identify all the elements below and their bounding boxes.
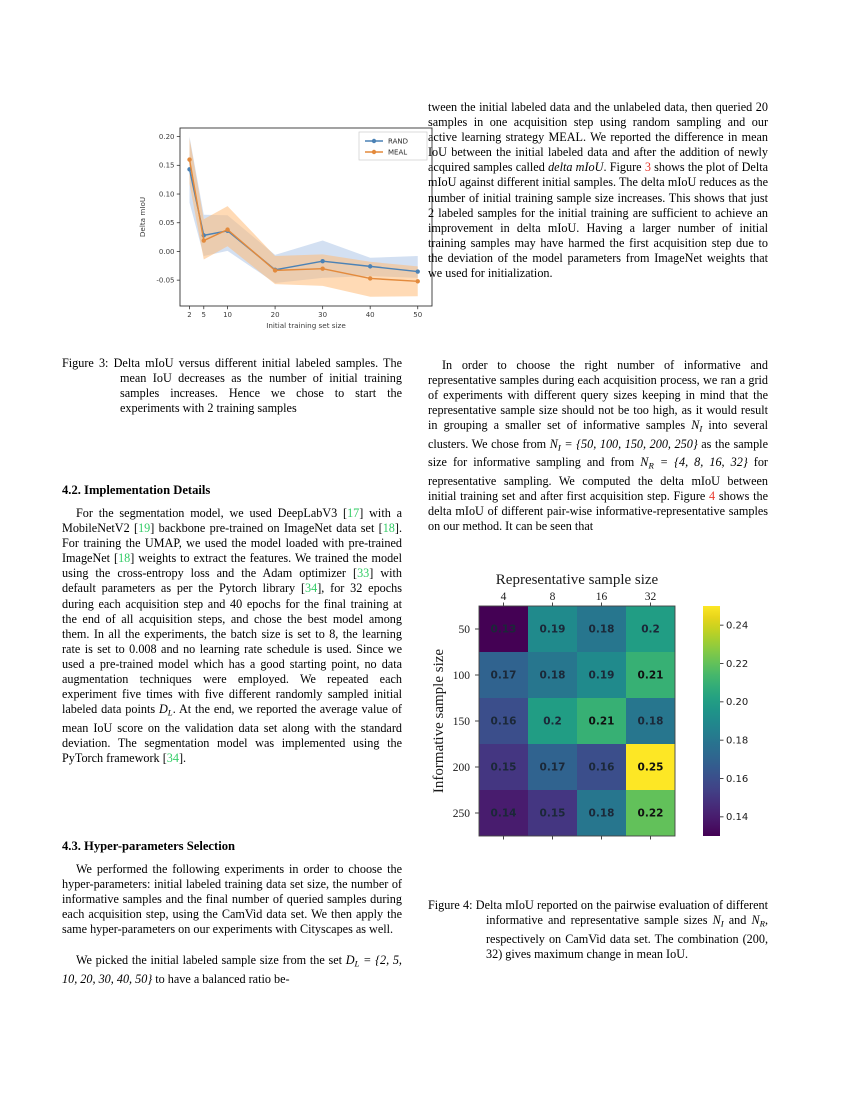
citation-18[interactable]: 18 — [382, 521, 395, 536]
citation-17[interactable]: 17 — [347, 506, 360, 520]
section-4-2 — [62, 482, 402, 498]
var-ni-2-subscript: I — [557, 442, 561, 453]
svg-text:0.2: 0.2 — [641, 623, 660, 636]
svg-text:MEAL: MEAL — [388, 148, 408, 157]
svg-text:0.20: 0.20 — [726, 697, 749, 709]
delta-miou-italic: delta mIoU — [548, 160, 604, 175]
figure-3-caption-text: Delta mIoU versus different initial labeled samples. The mean IoU decreases as the number of initial training samples increases. Hence we chose to start the experiments with 2 training samples — [113, 356, 402, 416]
section-heading-hyperparameters: 4.3. Hyper-parameters Selection — [62, 839, 235, 853]
hyper-text-b: We picked the initial labeled sample size from the set — [76, 953, 346, 967]
svg-text:100: 100 — [452, 670, 470, 682]
citation-19[interactable]: 19 — [138, 521, 151, 536]
svg-text:0.15: 0.15 — [490, 761, 517, 774]
section-heading-implementation: 4.2. Implementation Details — [62, 483, 211, 497]
caption-var-nr-subscript: R — [759, 918, 765, 929]
var-dl-2: D — [345, 953, 355, 967]
impl-text-b: with a MobileNetV2 — [62, 506, 403, 536]
caption-var-ni-subscript: I — [720, 918, 724, 929]
svg-text:0.22: 0.22 — [726, 658, 749, 670]
figure-3-line-chart — [132, 118, 442, 350]
svg-text:10: 10 — [223, 311, 233, 319]
impl-text-f: with default parameters as per the Pytorch library — [62, 566, 402, 596]
svg-text:32: 32 — [644, 591, 657, 603]
svg-text:0.13: 0.13 — [490, 623, 517, 636]
svg-text:0.15: 0.15 — [539, 807, 566, 820]
svg-text:250: 250 — [452, 808, 470, 820]
svg-text:2: 2 — [187, 311, 192, 319]
var-dl-2-subscript: L — [354, 958, 360, 969]
var-ni-subscript: I — [699, 423, 703, 434]
svg-text:0.18: 0.18 — [637, 715, 664, 728]
right-text-c: shows the plot of Delta mIoU against different initial samples. The delta mIoU reduces as the number of initial training sample size increases. This shows that just 2 labeled samples for the initial training are sufficient to achieve an improvement in delta mIoU. Having a larger number of initial training samples may have harmed the first acquisition step due to the deviation of the model parameters from ImageNet weights that we used for initialization. — [428, 160, 769, 281]
svg-text:Initial training set size: Initial training set size — [266, 321, 346, 330]
grid-text-d: for representative sampling. We computed the delta mIoU between initial training set and after first acquisition step. Figure — [428, 455, 768, 504]
hyper-equation: = {2, 5, 10, 20, 30, 40, 50} — [62, 953, 402, 986]
grid-text-e: shows the delta mIoU of different pair-wise informative-representative samples on our method. It can be seen that — [428, 489, 768, 534]
svg-text:0.18: 0.18 — [726, 735, 749, 747]
grid-text-c: as the sample size for informative sampling and from — [428, 436, 768, 470]
svg-text:0.05: 0.05 — [158, 219, 175, 228]
citation-34[interactable]: 34 — [305, 581, 318, 596]
svg-text:0.18: 0.18 — [588, 807, 615, 820]
svg-text:0.19: 0.19 — [539, 623, 566, 636]
svg-text:Delta mIoU: Delta mIoU — [138, 196, 147, 238]
impl-text-g: , for 32 epochs during each acquisition step and 40 epochs for the final training at the end of all acquisition steps, and chose the best model among them. In all the experiments, the batch size is set to 8, the learning rate is set to 0.008 and no learning rate schedule is used. Since we used a pre-trained model which has a good starting point, no data augmentation techniques were employed. We repeated each experiment five times with five different randomly sampled initial labeled data points — [62, 581, 402, 717]
figure-ref-4[interactable]: 4 — [709, 489, 716, 504]
figure-4-caption — [428, 898, 768, 962]
svg-text:30: 30 — [318, 311, 328, 319]
hyper-text-c: to have a balanced ratio be- — [152, 971, 290, 986]
figure-4-caption-text-2: and — [723, 913, 752, 928]
svg-text:Representative sample size: Representative sample size — [495, 572, 659, 588]
caption-var-ni: N — [712, 913, 721, 928]
svg-text:150: 150 — [452, 716, 470, 728]
svg-text:50: 50 — [458, 624, 470, 636]
figure-4-caption-text-1: Delta mIoU reported on the pairwise evaluation of different informative and representative sample sizes — [475, 898, 768, 928]
impl-text-a: For the segmentation model, we used DeepLabV3 — [76, 506, 344, 520]
figure-3-caption — [62, 356, 402, 416]
svg-text:0.24: 0.24 — [726, 620, 749, 632]
figure-4-caption-label: Figure 4: — [428, 898, 473, 912]
svg-text:0.16: 0.16 — [490, 715, 517, 728]
right-text-a: tween the initial labeled data and the unlabeled data, then queried 20 samples in one acquisition step using random sampling and our active learning strategy MEAL. We reported the difference in mean IoU between the initial labeled data and after the addition of newly acquired samples called — [428, 100, 768, 175]
svg-text:Informative sample size: Informative sample size — [431, 648, 447, 794]
svg-text:0.2: 0.2 — [543, 715, 562, 728]
section-4-3 — [62, 838, 402, 854]
var-dl-subscript: L — [167, 707, 173, 718]
svg-text:0.19: 0.19 — [588, 669, 615, 682]
svg-text:0.21: 0.21 — [588, 715, 615, 728]
caption-var-nr: N — [751, 913, 760, 928]
delta-miou-paragraph — [428, 100, 768, 281]
svg-text:20: 20 — [270, 311, 280, 319]
svg-text:0.14: 0.14 — [726, 812, 749, 824]
svg-text:0.00: 0.00 — [158, 247, 175, 256]
svg-text:0.17: 0.17 — [539, 761, 566, 774]
implementation-paragraph: For the segmentation model, we used DeepLabV3 [17] with a MobileNetV2 [19] backbone pre-trained on ImageNet data set [18]. For training the UMAP, we used the model loaded with pre-trained ImageNet [18] weights to extract the features. We trained the model using the cross-entropy loss and the Adam optimizer [33] with default parameters as per the Pytorch library [34], for 32 epochs during each acquisition step and 40 epochs for the final training at the end of all acquisition steps, and chose the best model among them. In all the experiments, the batch size is set to 8, the learning rate is set to 0.008 and no learning rate schedule is used. Since we used a pre-trained model which has a good starting point, no data augmentation techniques were employed. We repeated each experiment five times with five different randomly sampled initial labeled data points $D_L$. At the end, we reported the average value of mean IoU score on the validation data set along with the standard deviation. The segmentation model was implemented using the PyTorch framework [34]. — [62, 506, 403, 765]
impl-text-h: . At the end, we reported the average value of mean IoU score on the validation data set along with the standard deviation. The segmentation model was implemented using the PyTorch framework — [62, 702, 402, 765]
hyperparameters-paragraph-1 — [62, 862, 402, 937]
svg-text:5: 5 — [201, 311, 207, 319]
svg-text:200: 200 — [452, 762, 470, 774]
right-text-b: . Figure — [603, 160, 645, 175]
grid-text-a: In order to choose the right number of informative and representative samples during each acquisition process, we ran a grid of experiments with different query sizes keeping in mind that the representative sample size should not be too high, as it would result in grouping a smaller set of informative samples — [428, 358, 768, 433]
delta-miou-line-plot — [132, 118, 442, 350]
svg-text:4: 4 — [500, 591, 507, 603]
delta-miou-heatmap-plot — [425, 568, 775, 898]
svg-text:0.17: 0.17 — [490, 669, 517, 682]
hyperparameters-paragraph-2 — [62, 953, 402, 987]
citation-34b[interactable]: 34 — [166, 750, 179, 765]
grid-equation-ni: = {50, 100, 150, 200, 250} — [560, 436, 698, 451]
svg-text:0.18: 0.18 — [588, 623, 615, 636]
svg-text:0.16: 0.16 — [726, 773, 749, 785]
svg-text:8: 8 — [549, 591, 556, 603]
grid-equation-nr: = {4, 8, 16, 32} — [653, 455, 748, 470]
hyper-text-a: We performed the following experiments in order to choose the hyper-parameters: initial labeled training data set size, the number of informative samples and the final number of queried samples during each acquisition step, using the CamVid data set. We then apply the same hyper-parameters on our experiments with Cityscapes as well. — [62, 862, 402, 937]
citation-18b[interactable]: 18 — [118, 551, 131, 566]
figure-4-caption-text-3: , respectively on CamVid data set. The combination (200, 32) gives maximum change in mean IoU. — [486, 913, 768, 961]
impl-text-c: backbone pre-trained on ImageNet data set — [154, 521, 379, 536]
impl-text-i: . — [183, 750, 187, 765]
svg-text:0.22: 0.22 — [637, 807, 664, 820]
figure-ref-3[interactable]: 3 — [644, 160, 651, 175]
var-ni-2: N — [549, 436, 558, 451]
var-nr: N — [640, 455, 649, 470]
svg-text:0.15: 0.15 — [158, 161, 175, 170]
svg-text:0.14: 0.14 — [490, 807, 517, 820]
svg-text:0.20: 0.20 — [158, 133, 175, 142]
svg-text:0.25: 0.25 — [637, 761, 664, 774]
svg-text:40: 40 — [365, 311, 375, 319]
svg-text:0.10: 0.10 — [158, 190, 175, 199]
svg-text:0.18: 0.18 — [539, 669, 566, 682]
svg-text:-0.05: -0.05 — [156, 276, 175, 285]
svg-text:50: 50 — [413, 311, 423, 319]
figure-3-caption-label: Figure 3: — [62, 356, 109, 370]
var-nr-subscript: R — [648, 460, 654, 471]
grid-experiments-paragraph — [428, 358, 768, 534]
impl-text-d: . For training the UMAP, we used the model loaded with pre-trained ImageNet — [62, 521, 402, 566]
figure-4-heatmap — [425, 568, 775, 898]
citation-33[interactable]: 33 — [357, 566, 370, 581]
var-ni: N — [691, 418, 700, 433]
var-dl: D — [158, 702, 168, 717]
svg-text:0.16: 0.16 — [588, 761, 615, 774]
svg-text:RAND: RAND — [388, 137, 408, 146]
grid-text-b: into several clusters. We chose from — [428, 418, 768, 451]
impl-text-e: weights to extract the features. We trained the model using the cross-entropy loss and the Adam optimizer — [62, 551, 402, 581]
svg-text:0.21: 0.21 — [637, 669, 664, 682]
svg-text:16: 16 — [595, 591, 608, 603]
